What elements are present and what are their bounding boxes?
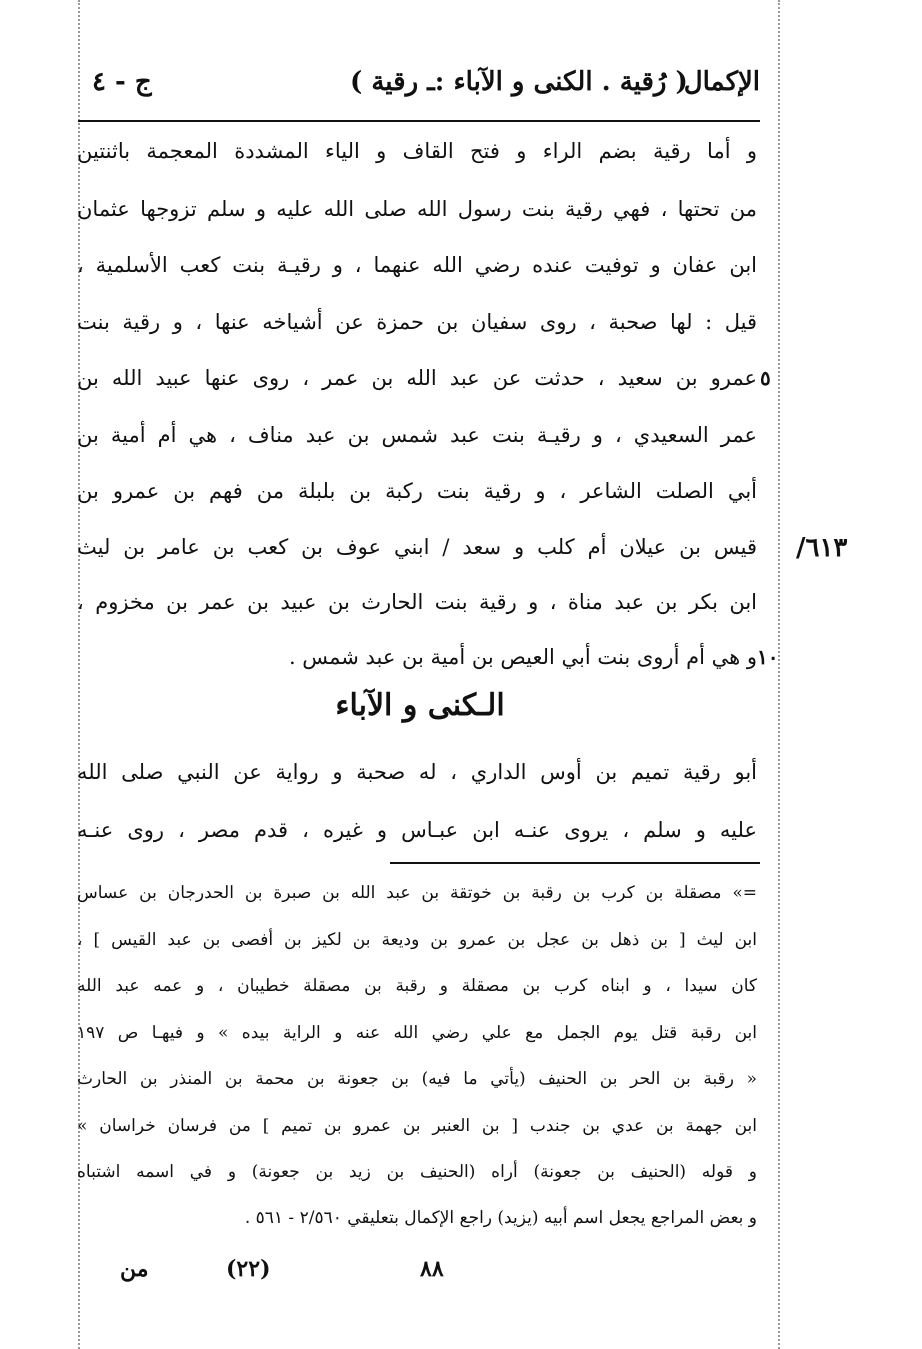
main-text-line: و هي أم أروى بنت أبي العيص بن أمية بن عبد شمس . [288, 645, 757, 669]
manuscript-folio-note: ٦١٣/ [796, 533, 848, 563]
footnote-rule [390, 862, 760, 864]
section-text-line: عليه و سلم ، يروى عنـه ابن عبـاس و غيره ، قدم مصر ، روى عنـه [77, 818, 757, 842]
main-text-line: و أما رقية بضم الراء و فتح القاف و الياء المشددة المعجمة باثنتين [77, 139, 757, 163]
footnote-line: و قوله (الحنيف بن جعونة) أراه (الحنيف بن زيد بن جعونة) و في اسمه اشتباه [77, 1162, 757, 1182]
main-text-line: ابن بكر بن عبد مناة ، و رقية بنت الحارث بن عبيد بن عمر بن مخزوم ، [77, 590, 757, 614]
footnote-line: « رقبة بن الحر بن الحنيف (يأتي ما فيه) بن جعونة بن محمة بن المنذر بن الحارث [77, 1069, 757, 1089]
page-number: ٨٨ [420, 1256, 444, 1282]
main-text-line: أبي الصلت الشاعر ، و رقية بنت ركبة بن بلبلة من فهم بن عمرو بن [77, 479, 757, 503]
footnote-line: ابن جهمة بن عدي بن جندب [ بن العنبر بن عمرو بن تميم ] من فرسان خراسان » [77, 1116, 757, 1136]
main-text-line: قيس بن عيلان أم كلب و سعد / ابني عوف بن كعب بن عامر بن ليث [77, 535, 757, 559]
footnote-line: ابن ليث [ بن ذهل بن عجل بن عمرو بن وديعة بن لكيز بن أفصى بن عبد القيس ] ، [77, 930, 757, 950]
footnote-line: و بعض المراجع يجعل اسم أبيه (يزيد) راجع الإكمال بتعليقي ٢/٥٦٠ - ٥٦١ . [244, 1208, 757, 1228]
main-text-line: عمر السعيدي ، و رقيـة بنت عبد شمس بن عبد مناف ، هي أم أمية بن [77, 423, 757, 447]
running-header [80, 62, 760, 102]
main-text-line: قيل : لها صحبة ، روى سفيان بن حمزة عن أشياخه عنها ، و رقية بنت [77, 310, 757, 334]
header-rule [78, 120, 760, 122]
footnote-line: كان سيدا ، و ابناه كرب بن مصقلة و رقبة بن مصقلة خطيبان ، و عمه عبد الله [77, 976, 757, 996]
line-number: ١٠ [757, 645, 779, 669]
main-text-line: من تحتها ، فهي رقية بنت رسول الله صلى الله عليه و سلم تزوجها عثمان [77, 197, 757, 221]
footnote-line: =» مصقلة بن كرب بن رقبة بن خوتقة بن عبد الله بن صبرة بن الحدرجان بن عساس [77, 883, 757, 903]
signature-mark: (٢٢) [226, 1256, 271, 1282]
section-text-line: أبو رقية تميم بن أوس الداري ، له صحبة و رواية عن النبي صلى الله [77, 760, 757, 784]
book-title: الإكمال [683, 67, 760, 97]
main-text-line: ابن عفان و توفيت عنده رضي الله عنهما ، و رقيـة بنت كعب الأسلمية ، [77, 253, 757, 277]
running-title: ( رُقية . الكنى و الآباء :ـ رقية ) [350, 67, 688, 97]
footnote-line: ابن رقبة قتل يوم الجمل مع علي رضي الله عنه و الراية بيده » و فيهـا ص ١٩٧ [77, 1023, 757, 1043]
main-text-line: عمرو بن سعيد ، حدثت عن عبد الله بن عمر ، روى عنها عبيد الله بن [77, 366, 757, 390]
section-heading: الـكنى و الآباء [335, 688, 505, 723]
line-number: ٥ [760, 366, 771, 390]
catchword: من [120, 1256, 149, 1282]
volume-number: ج - ٤ [92, 67, 152, 97]
